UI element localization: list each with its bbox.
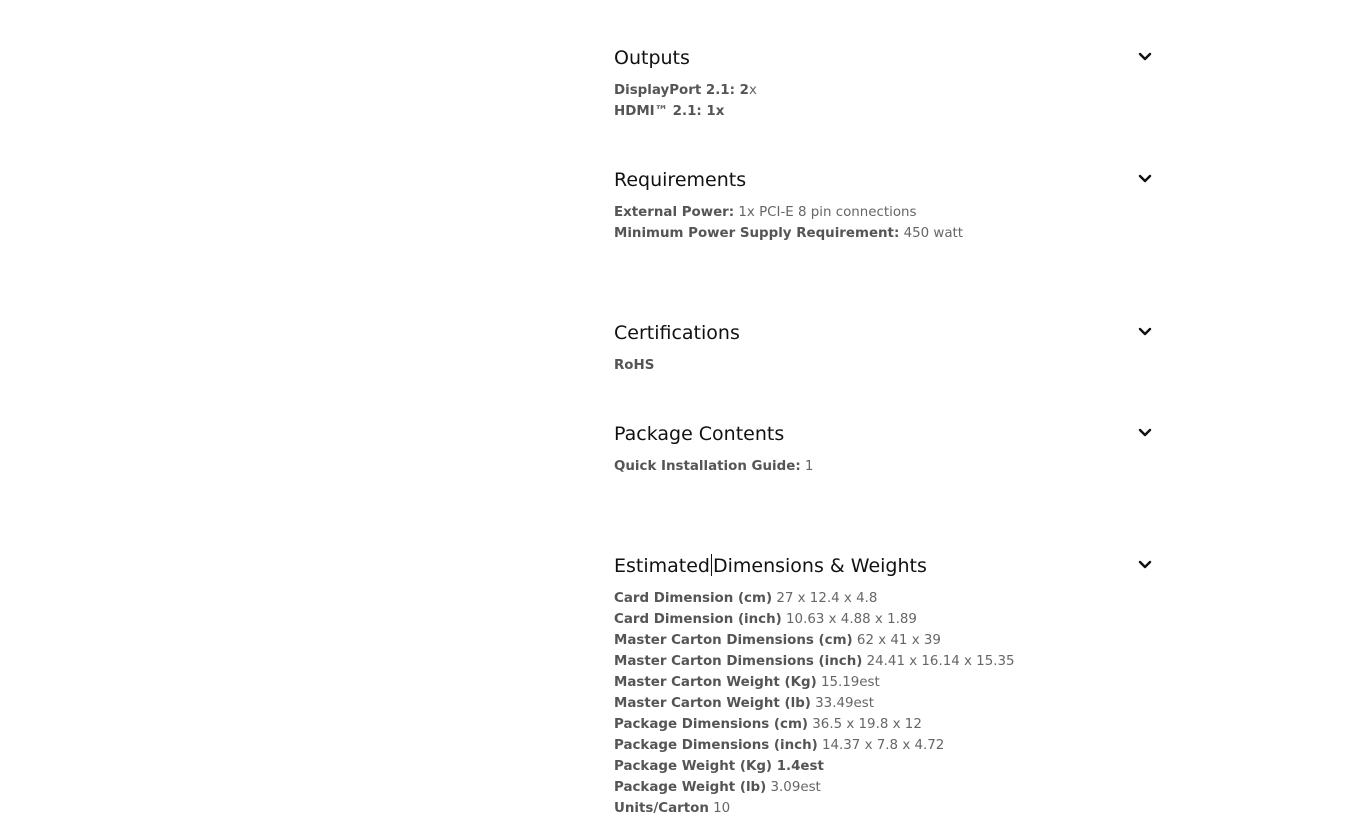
spec-row [614,456,1154,477]
spec-row [614,735,1154,756]
spec-row [614,202,1154,223]
section-body-outputs [614,80,1154,122]
section-body-requirements [614,202,1154,244]
spec-key: Minimum Power Supply Requirement: [614,226,900,241]
chevron-down-icon[interactable] [1138,173,1152,185]
spec-value: 33.49est [810,696,874,711]
spec-value: 3.09est [766,780,821,795]
spec-row [614,588,1154,609]
section-body-dimensions-weights [614,588,1154,819]
section-body-certifications [614,355,1154,376]
spec-row [614,693,1154,714]
chevron-down-icon[interactable] [1138,326,1152,338]
spec-row [614,672,1154,693]
text-cursor [711,554,712,576]
section-certifications [614,320,1154,376]
section-title-requirements: Requirements [614,169,747,191]
section-title-outputs: Outputs [614,47,690,69]
spec-value: 36.5 x 19.8 x 12 [808,717,922,732]
spec-key: External Power: [614,205,735,220]
section-body-package-contents [614,456,1154,477]
spec-row [614,777,1154,798]
spec-row [614,101,1154,122]
spec-key: Card Dimension (cm) [614,591,773,606]
spec-value: 15.19est [816,675,880,690]
chevron-down-icon[interactable] [1138,559,1152,571]
spec-key: Master Carton Dimensions (cm) [614,633,853,648]
spec-key: Units/Carton [614,801,709,816]
section-title-part: Dimensions & Weights [712,555,927,577]
spec-key: Package Weight (lb) [614,780,767,795]
chevron-down-icon[interactable] [1138,427,1152,439]
spec-key: Package Weight (Kg) 1.4est [614,759,824,774]
spec-key: RoHS [614,358,655,373]
section-header-dimensions-weights[interactable] [614,553,1154,579]
section-title-package-contents: Package Contents [614,423,785,445]
spec-row [614,798,1154,819]
spec-row [614,609,1154,630]
spec-row [614,630,1154,651]
spec-value: 1 [800,459,814,474]
spec-key: Master Carton Dimensions (inch) [614,654,863,669]
spec-value: 450 watt [899,226,964,241]
section-dimensions-weights [614,553,1154,819]
section-header-outputs[interactable] [614,45,1154,71]
spec-row [614,651,1154,672]
spec-value: 14.37 x 7.8 x 4.72 [817,738,945,753]
spec-value: 10 [708,801,731,816]
spec-key: Card Dimension (inch) [614,612,782,627]
spec-row [614,80,1154,101]
spec-row [614,355,1154,376]
spec-value: x [748,83,757,98]
section-title-certifications: Certifications [614,322,740,344]
spec-key: Package Dimensions (inch) [614,738,818,753]
spec-row [614,714,1154,735]
section-outputs [614,45,1154,122]
spec-key: DisplayPort 2.1: 2 [614,83,749,98]
section-package-contents [614,421,1154,477]
section-title-part: Estimated [614,555,710,577]
spec-key: HDMI™ 2.1: 1x [614,104,725,119]
section-requirements [614,167,1154,244]
spec-value: 10.63 x 4.88 x 1.89 [781,612,917,627]
spec-value: 1x PCI-E 8 pin connections [734,205,917,220]
spec-key: Quick Installation Guide: [614,459,801,474]
chevron-down-icon[interactable] [1138,51,1152,63]
spec-row [614,756,1154,777]
spec-key: Master Carton Weight (Kg) [614,675,817,690]
section-title-dimensions-weights [614,555,927,577]
spec-key: Package Dimensions (cm) [614,717,809,732]
section-header-package-contents[interactable] [614,421,1154,447]
spec-key: Master Carton Weight (lb) [614,696,811,711]
spec-value: 24.41 x 16.14 x 15.35 [862,654,1015,669]
spec-row [614,223,1154,244]
section-header-requirements[interactable] [614,167,1154,193]
spec-value: 27 x 12.4 x 4.8 [772,591,878,606]
spec-value: 62 x 41 x 39 [852,633,941,648]
section-header-certifications[interactable] [614,320,1154,346]
